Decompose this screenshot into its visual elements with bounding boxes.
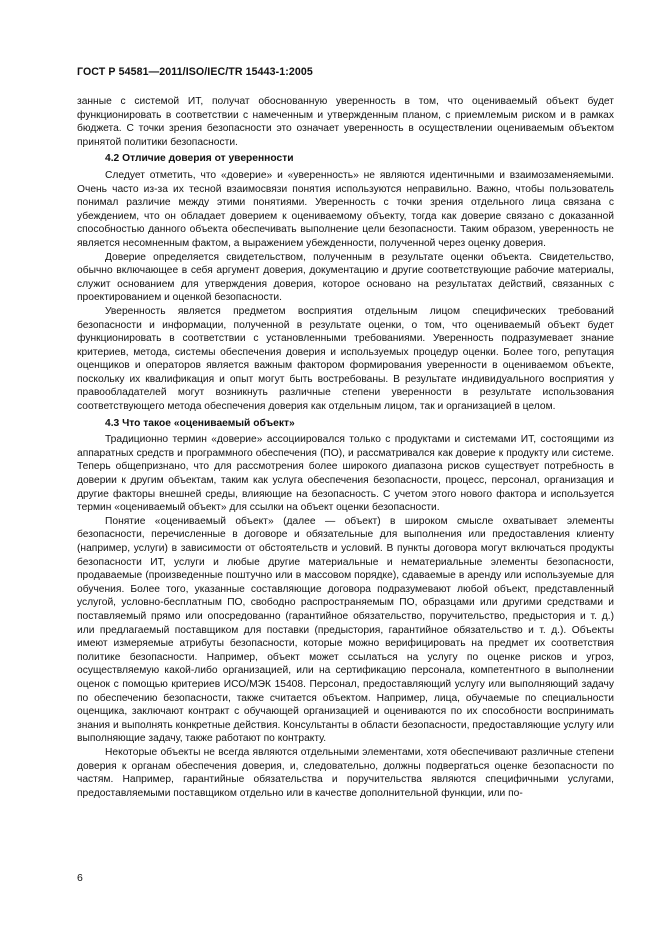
paragraph: Доверие определяется свидетельством, полученным в результате оценки объекта. Свидетельство, обычно включающее в себя аргумент доверия, документацию и другие соответствующие рабочие материалы, служит основанием для утверждения доверия, которое основано на результатах действий, связанных с проектированием и оценкой безопасности.	[77, 251, 614, 304]
paragraph: занные с системой ИТ, получат обоснованную уверенность в том, что оцениваемый объект будет функционировать в соответствии с намеченным и утвержденным планом, с приемлемым риском и в рамках бюджета. С точки зрения безопасности это означает уверенность в осуществлении оцениваемым объектом принятой политики безопасности.	[77, 96, 614, 148]
paragraph: Уверенность является предметом восприятия отдельным лицом специфических требований безопасности и информации, полученной в результате оценки, о том, что оцениваемый объект будет функционировать в соответствии с установленными требованиями. Уверенность подразумевает знание критериев, метода, системы обеспечения доверия и используемых процедур оценки. Более того, репутация оценщиков и операторов является важным фактором формирования уверенности в оцениваемом объекте, поскольку их квалификация и опыт могут быть востребованы. В результате индивидуального восприятия у правообладателей могут возникнуть различные степени уверенности в результате использования соответствующего метода обеспечения доверия как отдельным лицом, так и организацией в целом.	[77, 305, 614, 413]
paragraph: Понятие «оцениваемый объект» (далее — объект) в широком смысле охватывает элементы безопасности, перечисленные в договоре и обязательные для выполнения или предоставления клиенту (например, услуги) в зависимости от обстоятельств и условий. В пункты договора могут включаться продукты безопасности ИТ, услуги и любые другие материальные и нематериальные элементы безопасности, продаваемые (произведенные поштучно или в массовом порядке), сдаваемые в аренду или используемые для обучения. Более того, указанные составляющие договора подразумевают любой объект, представленный услугой, условно-бесплатным ПО, свободно распространяемым ПО, образцами или другими средствами и поставляемый прямо или опосредованно (гарантийное обязательство, поручительство, предыстория и т. д.) или предлагаемый поставщиком для поставки (предыстория, гарантийное обязательство и т. д.). Объекты имеют измеряемые атрибуты безопасности, которые можно верифицировать на предмет их соответствия политике безопасности. Например, объект может ссылаться на услугу по оценке рисков и угроз, осуществляемую какой-либо организацией, или на сертификацию персонала, компетентного в выполнении оценок с помощью критериев ИСО/МЭК 15408. Персонал, предоставляющий услугу или выполняющий задачу по обеспечению безопасности, также считается объектом. Например, лица, обучаемые по специальности оценщика, заключают контракт с обучающей организацией и оцениваются по их способности воспринимать знания и выполнять конкретные действия. Консультанты в области безопасности, предоставляющие услугу или выполняющие задачу, также работают по контракту.	[77, 515, 614, 745]
section-heading: 4.3 Что такое «оцениваемый объект»	[105, 417, 295, 429]
document-header: ГОСТ Р 54581—2011/ISO/IEC/TR 15443-1:2005	[77, 66, 313, 78]
page-number: 6	[77, 872, 83, 884]
paragraph: Следует отметить, что «доверие» и «уверенность» не являются идентичными и взаимозаменяемыми. Очень часто из-за их тесной взаимосвязи понятия используются неправильно. Важно, чтобы пользователь понимал различие между этими понятиями. Уверенность с точки зрения отдельного лица связана с убеждением, что он обладает доверием к оцениваемому объекту, тогда как доверие связано с доказанной способностью данного объекта обеспечивать выполнение цели безопасности. Таким образом, уверенность не является несомненным фактом, а выражением убежденности, полученной через оценку доверия.	[77, 169, 614, 249]
paragraph: Некоторые объекты не всегда являются отдельными элементами, хотя обеспечивают различные степени доверия к органам обеспечения доверия, и, следовательно, должны подвергаться оценке безопасности по частям. Например, гарантийные обязательства и поручительства являются специфичными услугами, предоставляемыми поставщиком отдельно или в качестве дополнительной функции, или по-	[77, 746, 614, 799]
section-heading: 4.2 Отличие доверия от уверенности	[105, 153, 294, 165]
paragraph: Традиционно термин «доверие» ассоциировался только с продуктами и системами ИТ, состоящими из аппаратных средств и программного обеспечения (ПО), и рассматривался как доверие к продукту или системе. Теперь общепризнано, что для рассмотрения более широкого диапазона рисков существует потребность в доверии к другим объектам, таким как услуга обеспечения безопасности, процесс, персонал, организация и другие факторы внешней среды, влияющие на безопасность. С учетом этого нового фактора и используется термин «оцениваемый объект» для ссылки на объект оценки безопасности.	[77, 434, 614, 514]
document-body	[77, 95, 614, 800]
